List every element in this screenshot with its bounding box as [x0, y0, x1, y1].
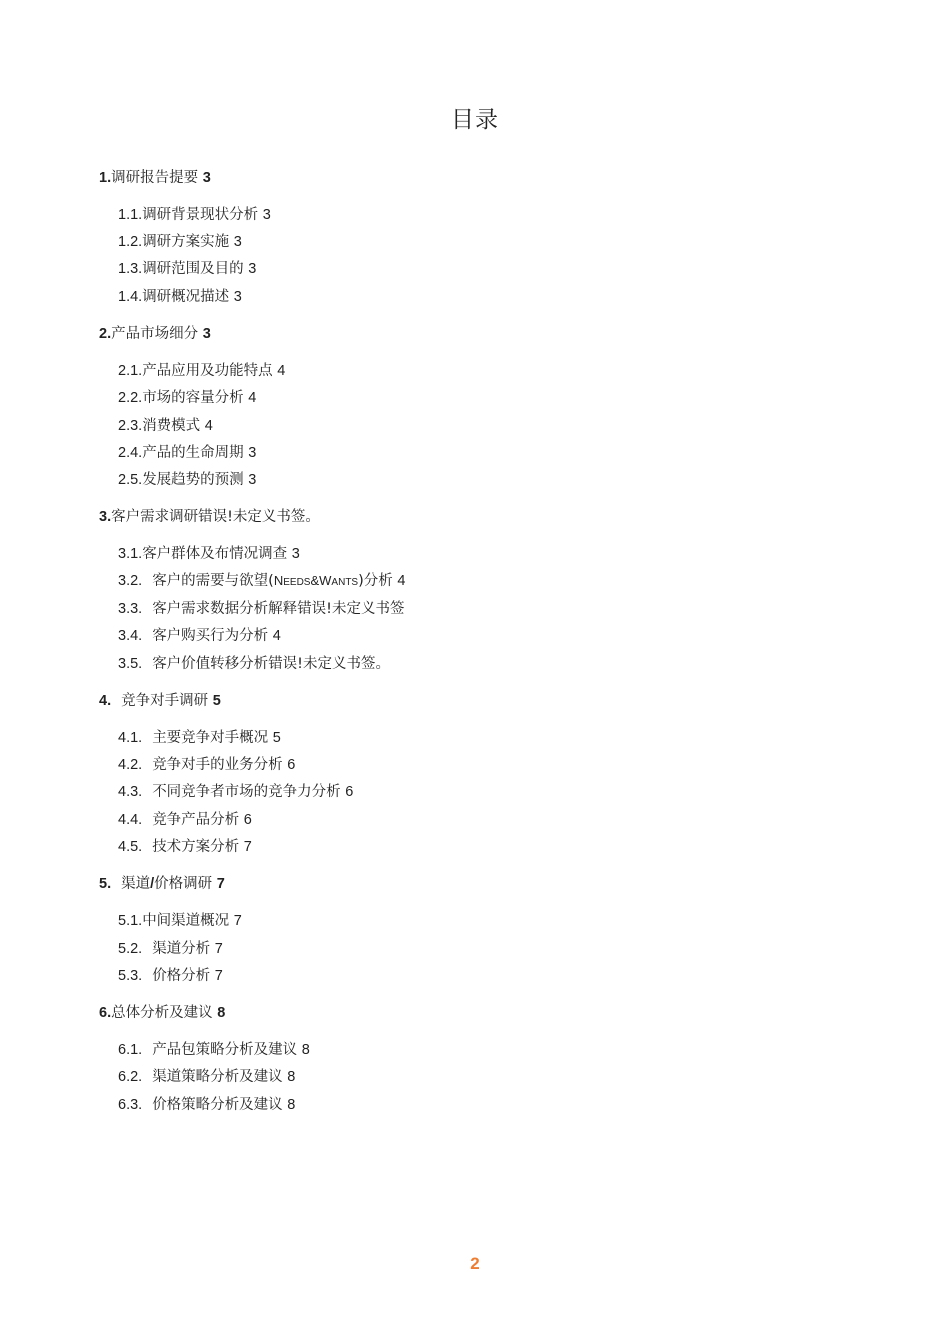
toc-entry-6-3[interactable] [118, 1095, 295, 1115]
toc-number: 4.5. [118, 839, 143, 855]
toc-number: 2.5. [118, 472, 143, 488]
toc-page: 8 [217, 1005, 226, 1021]
toc-number: 4.2. [118, 757, 143, 773]
toc-page: 6 [243, 812, 252, 828]
toc-text: 发展趋势的预测 [142, 472, 244, 488]
toc-text: 客户群体及布情况调查 [142, 546, 288, 562]
toc-text: 价格调研 [154, 876, 213, 892]
toc-number: 4.4. [118, 812, 143, 828]
toc-page: 4 [204, 418, 213, 434]
toc-text: 客户购买行为分析 [152, 628, 269, 644]
toc-number: 1. [99, 170, 112, 186]
toc-entry-5-1[interactable] [118, 911, 242, 931]
toc-entry-2-2[interactable] [118, 388, 256, 408]
toc-text: 调研报告提要 [111, 170, 199, 186]
toc-text: 客户需求调研 [111, 509, 199, 525]
toc-entry-4[interactable] [99, 691, 221, 711]
toc-number: 1.1. [118, 207, 143, 223]
toc-page: 3 [248, 445, 257, 461]
toc-entry-4-4[interactable] [118, 810, 252, 830]
toc-text: 产品的生命周期 [142, 445, 244, 461]
toc-page: 4 [248, 390, 257, 406]
toc-title: 目录 [451, 107, 499, 133]
toc-entry-3-5[interactable] [118, 654, 390, 674]
toc-text: 竞争对手的业务分析 [152, 757, 283, 773]
toc-number: 6.1. [118, 1042, 143, 1058]
toc-page: 7 [216, 876, 225, 892]
toc-entry-5-3[interactable] [118, 966, 223, 986]
toc-page: 5 [212, 693, 221, 709]
toc-number: 2.2. [118, 390, 143, 406]
toc-text: 调研范围及目的 [142, 261, 244, 277]
toc-number: 3.4. [118, 628, 143, 644]
toc-entry-3-1[interactable] [118, 544, 300, 564]
toc-page: 7 [214, 968, 223, 984]
toc-number: 5. [99, 876, 112, 892]
toc-text: 渠道分析 [152, 941, 211, 957]
toc-number: 2. [99, 326, 112, 342]
toc-entry-4-5[interactable] [118, 837, 252, 857]
toc-text: 竞争对手调研 [121, 693, 209, 709]
toc-entry-1-1[interactable] [118, 205, 271, 225]
toc-text: 技术方案分析 [152, 839, 240, 855]
toc-slash: / [150, 876, 155, 892]
page-number: 2 [470, 1254, 480, 1273]
toc-entry-5[interactable] [99, 874, 225, 894]
toc-number: 5.3. [118, 968, 143, 984]
toc-page: 错误!未定义书签 [297, 601, 405, 617]
toc-text: 产品市场细分 [111, 326, 199, 342]
toc-page: 3 [202, 170, 211, 186]
toc-entry-1-4[interactable] [118, 287, 242, 307]
toc-page: 7 [214, 941, 223, 957]
toc-number: 4.1. [118, 730, 143, 746]
toc-text: 消费模式 [142, 418, 201, 434]
toc-text: 调研背景现状分析 [142, 207, 259, 223]
toc-number: 6.2. [118, 1069, 143, 1085]
toc-entry-3-3[interactable] [118, 599, 405, 619]
toc-number: 3.2. [118, 573, 143, 589]
toc-number: 3.1. [118, 546, 143, 562]
toc-entry-6[interactable] [99, 1003, 225, 1023]
toc-number: 5.2. [118, 941, 143, 957]
toc-text: 产品包策略分析及建议 [152, 1042, 298, 1058]
toc-entry-2-1[interactable] [118, 361, 285, 381]
toc-text: 主要竞争对手概况 [152, 730, 269, 746]
toc-page: 4 [272, 628, 281, 644]
toc-page: 7 [233, 913, 242, 929]
toc-text: 渠道 [121, 876, 151, 892]
toc-entry-2-4[interactable] [118, 443, 256, 463]
toc-number: 3.3. [118, 601, 143, 617]
toc-page: 3 [233, 234, 242, 250]
toc-text: 客户需求数据分析解释 [152, 601, 298, 617]
toc-number: 3.5. [118, 656, 143, 672]
toc-page: 5 [272, 730, 281, 746]
toc-page: 错误!未定义书签。 [198, 509, 320, 525]
toc-number: 3. [99, 509, 112, 525]
toc-number: 5.1. [118, 913, 143, 929]
toc-entry-2-3[interactable] [118, 416, 213, 436]
toc-text: 价格分析 [152, 968, 211, 984]
toc-page: 3 [233, 289, 242, 305]
toc-page: 8 [287, 1097, 296, 1113]
toc-page: 7 [243, 839, 252, 855]
toc-number: 1.4. [118, 289, 143, 305]
toc-page: 6 [287, 757, 296, 773]
toc-page: 3 [262, 207, 271, 223]
toc-text-needs: NEEDS&WANTS [273, 573, 359, 588]
toc-text: 客户的需要与欲望( [152, 573, 274, 589]
toc-text: 市场的容量分析 [142, 390, 244, 406]
toc-page: 3 [202, 326, 211, 342]
toc-entry-3[interactable] [99, 507, 320, 527]
toc-number: 2.4. [118, 445, 143, 461]
toc-entry-3-2[interactable] [118, 571, 405, 593]
toc-entry-2[interactable] [99, 324, 211, 344]
toc-text: 不同竞争者市场的竞争力分析 [152, 784, 341, 800]
toc-page: 3 [291, 546, 300, 562]
toc-page: 8 [287, 1069, 296, 1085]
toc-entry-1-3[interactable] [118, 259, 256, 279]
toc-text: )分析 [358, 573, 393, 589]
toc-text: 渠道策略分析及建议 [152, 1069, 283, 1085]
toc-entry-3-4[interactable] [118, 626, 281, 646]
toc-text: 中间渠道概况 [142, 913, 230, 929]
toc-text: 竞争产品分析 [152, 812, 240, 828]
toc-page: 8 [301, 1042, 310, 1058]
toc-number: 6. [99, 1005, 112, 1021]
toc-text: 产品应用及功能特点 [142, 363, 273, 379]
toc-text: 调研概况描述 [142, 289, 230, 305]
toc-entry-5-2[interactable] [118, 939, 223, 959]
toc-page: 6 [345, 784, 354, 800]
toc-entry-6-2[interactable] [118, 1067, 295, 1087]
toc-text: 价格策略分析及建议 [152, 1097, 283, 1113]
toc-entry-4-3[interactable] [118, 782, 353, 802]
toc-number: 1.2. [118, 234, 143, 250]
toc-number: 4.3. [118, 784, 143, 800]
toc-entry-1-2[interactable] [118, 232, 242, 252]
toc-entry-4-1[interactable] [118, 728, 281, 748]
toc-text: 总体分析及建议 [111, 1005, 213, 1021]
toc-page: 3 [248, 472, 257, 488]
toc-page: 错误!未定义书签。 [268, 656, 390, 672]
toc-text: 客户价值转移分析 [152, 656, 269, 672]
toc-page: 4 [397, 573, 406, 589]
toc-page: 4 [277, 363, 286, 379]
toc-entry-1[interactable] [99, 168, 211, 188]
toc-entry-6-1[interactable] [118, 1040, 310, 1060]
toc-entry-2-5[interactable] [118, 470, 256, 490]
toc-number: 2.1. [118, 363, 143, 379]
toc-number: 6.3. [118, 1097, 143, 1113]
toc-number: 2.3. [118, 418, 143, 434]
toc-entry-4-2[interactable] [118, 755, 295, 775]
toc-number: 4. [99, 693, 112, 709]
toc-text: 调研方案实施 [142, 234, 230, 250]
toc-number: 1.3. [118, 261, 143, 277]
toc-page: 3 [248, 261, 257, 277]
